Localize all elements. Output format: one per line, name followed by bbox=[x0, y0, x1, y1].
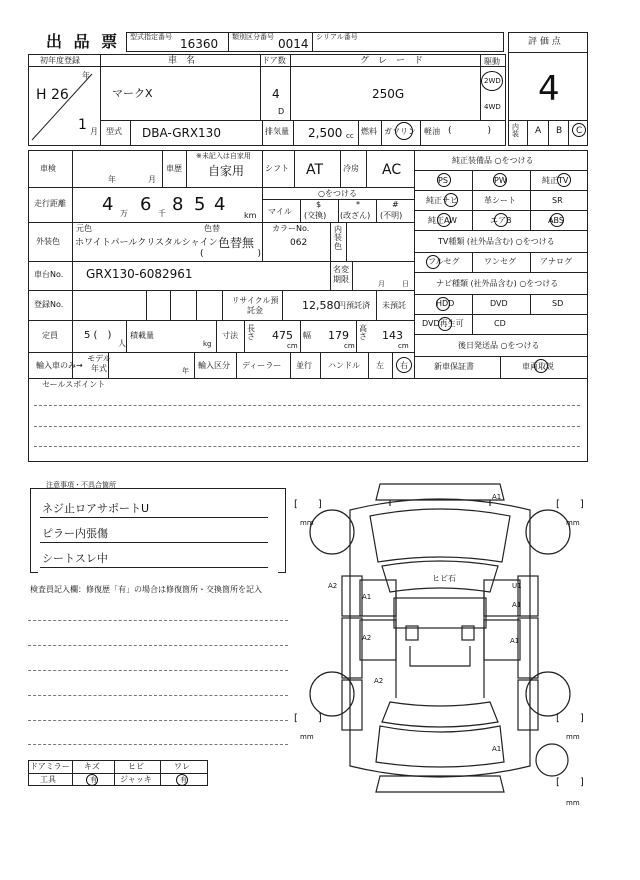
length-unit: cm bbox=[287, 342, 298, 350]
interior-c-circle bbox=[572, 123, 586, 137]
equip-abs: ABS bbox=[548, 216, 564, 225]
mileage-note: ○をつける bbox=[318, 189, 357, 198]
diagram-mark-left-front-fender: A2 bbox=[328, 582, 338, 590]
equip-leather: 革シート bbox=[484, 196, 516, 205]
legend-tools-circle bbox=[86, 774, 98, 786]
mileage-digit-3: 8 bbox=[172, 194, 184, 215]
height-unit: cm bbox=[398, 342, 409, 350]
recycle-not-deposited: 未預託 bbox=[382, 301, 406, 310]
handle-right: 右 bbox=[400, 361, 408, 370]
interior-a: A bbox=[535, 126, 542, 136]
equip-sr: SR bbox=[552, 196, 563, 205]
equip-ps: PS bbox=[438, 176, 448, 185]
history-value: 自家用 bbox=[208, 164, 245, 178]
fuel-gasoline: ガソリン bbox=[384, 127, 416, 136]
unknown-option: (不明) bbox=[380, 211, 403, 220]
category-value: 0014 bbox=[278, 37, 309, 51]
recycle-label: リサイクル預託金 bbox=[231, 296, 279, 315]
interior-b: B bbox=[556, 126, 563, 136]
import-dealer: ディーラー bbox=[242, 361, 282, 370]
drive-2wd-circle bbox=[481, 71, 503, 91]
legend-col-mirror: ドアミラー bbox=[30, 762, 70, 771]
tv-oneseg: ワンセグ bbox=[484, 257, 516, 266]
equip-ps-circle bbox=[437, 173, 451, 187]
diagram-mark-front-bumper: A1 bbox=[492, 493, 502, 501]
capacity-label: 定員 bbox=[42, 331, 58, 340]
grade-value: 250G bbox=[372, 87, 405, 101]
color-value: ホワイトパールクリスタルシャイン bbox=[75, 238, 218, 248]
navi-hdd: HDD bbox=[436, 299, 455, 308]
history-label: 車歴 bbox=[166, 164, 182, 173]
model-year-unit: 年 bbox=[182, 367, 189, 375]
legend-jack: ジャッキ bbox=[120, 775, 152, 784]
diagram-mark-right-rear-door: A1 bbox=[510, 637, 520, 645]
mileage-digit-1: 4 bbox=[102, 194, 114, 215]
shift-value: AT bbox=[306, 162, 324, 178]
legend-jack-circle bbox=[176, 774, 188, 786]
fuel-diesel: 軽油 bbox=[424, 127, 440, 136]
navi-dvd-playback: DVD再生可 bbox=[422, 319, 464, 328]
tire-mm-rear-right: mm bbox=[566, 733, 580, 741]
handle-left: 左 bbox=[376, 361, 384, 370]
legend-col-scratch: キズ bbox=[84, 762, 100, 771]
tamper-option: (改ざん) bbox=[340, 211, 371, 220]
color-change-label: 色替 bbox=[204, 224, 220, 233]
height-value: 143 bbox=[382, 329, 403, 342]
navi-cd: CD bbox=[494, 319, 506, 328]
category-label: 類別区分番号 bbox=[232, 33, 274, 41]
equip-aw: 純正AW bbox=[428, 216, 457, 225]
shift-label: シフト bbox=[265, 164, 289, 173]
height-label: 高さ bbox=[359, 324, 367, 341]
width-value: 179 bbox=[328, 329, 349, 342]
later-manual: 車両取説 bbox=[522, 362, 554, 371]
history-note: ※未記入は自家用 bbox=[196, 152, 251, 160]
dims-label: 寸法 bbox=[222, 331, 238, 340]
length-label: 長さ bbox=[247, 324, 255, 341]
tamper-sym: * bbox=[356, 200, 360, 209]
name-change-label: 名変期限 bbox=[333, 265, 349, 284]
cooler-value: AC bbox=[382, 162, 402, 178]
model-label: 型式 bbox=[106, 127, 122, 136]
navi-dvd: DVD bbox=[490, 299, 508, 308]
later-manual-circle bbox=[534, 359, 548, 373]
unknown-sym: # bbox=[392, 200, 399, 209]
equip-pw-circle bbox=[493, 173, 507, 187]
diagram-mark-right-fender: U1 bbox=[512, 582, 522, 590]
tire-bracket-front-right: [ ] bbox=[556, 499, 584, 510]
first-reg-month: 1 bbox=[78, 117, 87, 133]
car-diagram bbox=[290, 476, 590, 806]
later-header: 後日発送品 ○をつける bbox=[458, 341, 540, 350]
orig-color-label: 元色 bbox=[76, 224, 92, 233]
cooler-label: 冷房 bbox=[343, 164, 359, 173]
tire-mm-rear-left: mm bbox=[300, 733, 314, 741]
diagram-mark-left-rear-door: A2 bbox=[362, 634, 372, 642]
grade-label: グ レ ー ド bbox=[360, 56, 424, 66]
tire-mm-front-left: mm bbox=[300, 519, 314, 527]
diagram-mark-right-front-door: A1 bbox=[512, 601, 522, 609]
import-parallel: 並行 bbox=[296, 361, 312, 370]
width-unit: cm bbox=[344, 342, 355, 350]
car-name-value: マークX bbox=[112, 87, 153, 100]
grade-points-value: 4 bbox=[538, 69, 560, 109]
navi-sd: SD bbox=[552, 299, 564, 308]
first-reg-label: 初年度登録 bbox=[40, 56, 80, 65]
tv-analog: アナログ bbox=[540, 257, 572, 266]
navi-dvd-playback-circle bbox=[438, 317, 452, 331]
recycle-value: 12,580 bbox=[302, 299, 341, 312]
diagram-mark-windshield: ヒビ石 bbox=[432, 574, 456, 583]
doors-value: 4 bbox=[272, 87, 280, 101]
inspection-month-unit: 月 bbox=[148, 175, 156, 184]
legend-jack-yes: 有 bbox=[180, 776, 187, 784]
legend-col-break: ワレ bbox=[174, 762, 190, 771]
mileage-digit-5: 4 bbox=[214, 194, 226, 215]
equipment-header: 純正装備品 ○をつける bbox=[452, 156, 534, 165]
recycle-status: 円預託済 bbox=[338, 301, 370, 310]
legend-tools-yes: 有 bbox=[90, 776, 97, 784]
mileage-label: 走行距離 bbox=[34, 199, 66, 208]
mileage-digit-2: 6 bbox=[140, 194, 152, 215]
name-change-month: 月 bbox=[378, 280, 385, 288]
equip-navi-circle bbox=[444, 193, 458, 207]
tire-bracket-rear-left: [ ] bbox=[294, 713, 322, 724]
equip-navi: 純正ナビ bbox=[426, 196, 458, 205]
model-year-label: モデル年式 bbox=[87, 354, 111, 373]
model-designation-value: 16360 bbox=[180, 37, 219, 51]
tv-fullseg: フルセグ bbox=[428, 257, 460, 266]
tv-fullseg-circle bbox=[426, 255, 440, 269]
mileage-unit: km bbox=[244, 211, 257, 220]
diagram-mark-rear-bumper: A1 bbox=[492, 745, 502, 753]
inspector-header: 検査員記入欄：修復歴「有」の場合は修復箇所・交換箇所を記入 bbox=[30, 585, 262, 594]
import-label: 輸入車のみ→ bbox=[36, 361, 83, 370]
doors-type: D bbox=[278, 107, 285, 116]
later-warranty: 新車保証書 bbox=[434, 362, 474, 371]
equip-aw-circle bbox=[437, 213, 451, 227]
reg-no-label: 登録No. bbox=[34, 300, 64, 309]
displacement-label: 排気量 bbox=[265, 127, 289, 136]
color-change-value: 色替無 bbox=[218, 236, 255, 250]
equip-tv: 純正TV bbox=[542, 176, 569, 185]
inspection-year-unit: 年 bbox=[108, 175, 116, 184]
first-reg-year-unit: 年 bbox=[82, 71, 90, 80]
length-value: 475 bbox=[272, 329, 293, 342]
chassis-value: GRX130-6082961 bbox=[86, 267, 193, 281]
load-label: 積載量 bbox=[130, 331, 154, 340]
car-name-label: 車 名 bbox=[168, 56, 196, 66]
interior-label: 内装 bbox=[512, 123, 519, 138]
width-label: 幅 bbox=[303, 331, 311, 340]
name-change-day: 日 bbox=[402, 280, 409, 288]
legend-col-crack: ヒビ bbox=[128, 762, 144, 771]
tv-header: TV種類 (社外品含む) ○をつける bbox=[438, 237, 555, 246]
mileage-digit-4: 5 bbox=[194, 194, 206, 215]
tire-mm-front-right: mm bbox=[566, 519, 580, 527]
chassis-label: 車台No. bbox=[34, 270, 64, 279]
color-label: 外装色 bbox=[36, 237, 60, 246]
note-line-3: シートスレ中 bbox=[42, 552, 108, 565]
sales-point-label: セールスポイント bbox=[42, 380, 106, 389]
drive-label: 駆動 bbox=[484, 57, 500, 66]
navi-hdd-circle bbox=[436, 297, 450, 311]
color-change-paren: ( ) bbox=[200, 249, 262, 259]
equip-tv-circle bbox=[557, 173, 571, 187]
note-line-2: ピラー内張傷 bbox=[42, 527, 108, 540]
exchange-sym: $ bbox=[316, 200, 322, 209]
diagram-mark-left-front-door: A1 bbox=[362, 593, 372, 601]
tire-bracket-spare: [ ] bbox=[556, 777, 584, 788]
handle-label: ハンドル bbox=[328, 361, 360, 370]
tire-bracket-rear-right: [ ] bbox=[556, 713, 584, 724]
tire-mm-spare: mm bbox=[566, 799, 580, 807]
model-designation-label: 型式指定番号 bbox=[130, 33, 172, 41]
load-unit: kg bbox=[203, 340, 212, 348]
handle-right-circle bbox=[396, 357, 412, 373]
drive-4wd: 4WD bbox=[484, 103, 501, 111]
diagram-mark-left-quarter: A2 bbox=[374, 677, 384, 685]
interior-c: C bbox=[576, 126, 583, 136]
color-no-label: カラーNo. bbox=[272, 224, 310, 233]
displacement-value: 2,500 bbox=[308, 126, 343, 140]
mileage-sen-unit: 千 bbox=[158, 209, 166, 218]
interior-color-label: 内装色 bbox=[334, 225, 342, 251]
mile-option: マイル bbox=[268, 207, 292, 216]
doors-label: ドア数 bbox=[262, 56, 286, 65]
serial-label: シリアル番号 bbox=[316, 33, 358, 41]
navi-header: ナビ種類 (社外品含む) ○をつける bbox=[436, 279, 559, 288]
equip-airbag-circle bbox=[494, 213, 508, 227]
capacity-unit: 人 bbox=[118, 339, 126, 348]
tire-bracket-front-left: [ ] bbox=[294, 499, 322, 510]
import-type-label: 輸入区分 bbox=[198, 361, 230, 370]
first-reg-month-unit: 月 bbox=[90, 127, 98, 136]
equip-airbag: エアB bbox=[490, 216, 512, 225]
drive-2wd: 2WD bbox=[484, 77, 501, 85]
exchange-option: (交換) bbox=[304, 211, 327, 220]
note-line-1: ネジ止ロアサポートU bbox=[42, 502, 150, 515]
equip-abs-circle bbox=[550, 213, 564, 227]
fuel-label: 燃料 bbox=[361, 127, 377, 136]
equip-pw: PW bbox=[494, 176, 507, 185]
grade-points-label: 評 価 点 bbox=[528, 37, 561, 47]
displacement-unit: cc bbox=[346, 132, 354, 140]
color-no-value: 062 bbox=[290, 238, 308, 248]
first-reg-era: H 26 bbox=[36, 87, 69, 103]
mileage-man-unit: 万 bbox=[120, 209, 128, 218]
notes-header: 注意事項・不具合箇所 bbox=[46, 481, 116, 489]
form-title: 出 品 票 bbox=[46, 32, 121, 51]
fuel-gasoline-circle bbox=[395, 122, 413, 140]
model-value: DBA-GRX130 bbox=[142, 126, 221, 140]
fuel-paren: ( ) bbox=[448, 126, 492, 136]
capacity-value: 5 ( ) bbox=[84, 330, 112, 341]
inspection-label: 車検 bbox=[40, 164, 56, 173]
legend-tools: 工具 bbox=[40, 775, 56, 784]
